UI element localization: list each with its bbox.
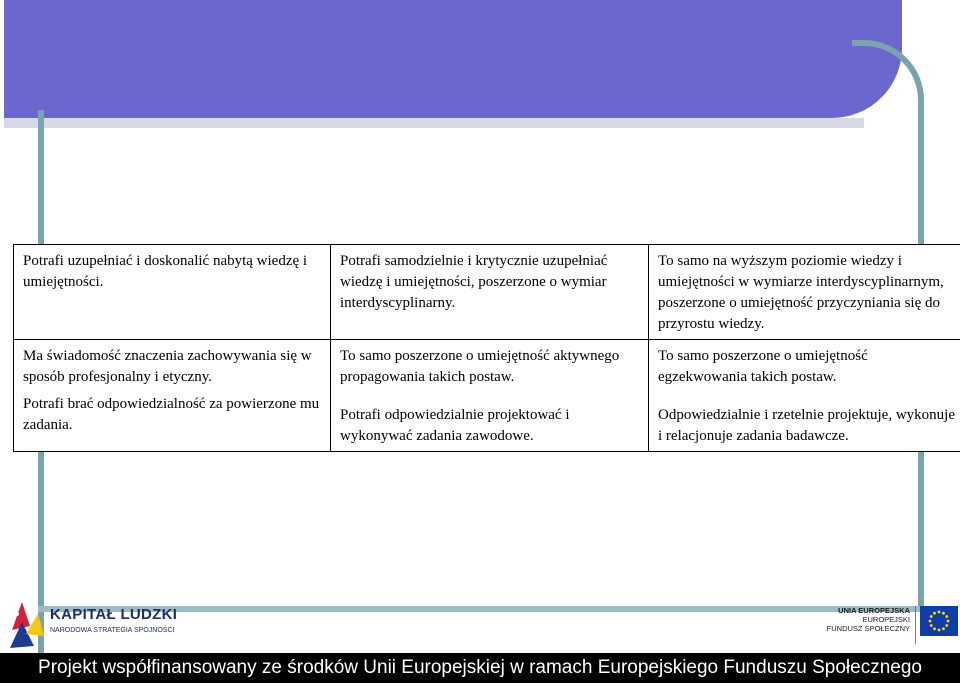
eu-flag-icon <box>920 606 958 636</box>
cell-text: To samo poszerzone o umiejętność aktywnego propagowania takich postaw. <box>340 348 620 385</box>
cell-text: Potrafi uzupełniać i doskonalić nabytą wiedzę i umiejętności. <box>23 253 308 290</box>
cell-text: Potrafi brać odpowiedzialność za powierzone mu zadania. <box>23 396 320 433</box>
table-cell <box>331 245 649 340</box>
kapital-ludzki-logo <box>8 600 178 650</box>
cell-text: To samo na wyższym poziomie wiedzy i umiejętności w wymiarze interdyscyplinarnym, poszerzone o umiejętność przyczyniania się do przyrostu wiedzy. <box>658 253 944 332</box>
cell-text: Potrafi odpowiedzialnie projektować i wykonywać zadania zawodowe. <box>340 407 570 444</box>
eu-fund-logo <box>820 602 960 650</box>
cell-text: Odpowiedzialnie i rzetelnie projektuje, wykonuje i relacjonuje zadania badawcze. <box>658 407 955 444</box>
eu-fund-text <box>820 606 910 633</box>
table-cell <box>649 245 960 340</box>
kapital-ludzki-subtitle: NARODOWA STRATEGIA SPÓJNOŚCI <box>50 627 175 634</box>
learning-outcomes-table <box>13 244 960 452</box>
table-cell <box>14 245 331 340</box>
cell-text: Ma świadomość znaczenia zachowywania się w sposób profesjonalny i etyczny. <box>23 348 312 385</box>
footer-caption: Projekt współfinansowany ze środków Unii Europejskiej w ramach Europejskiego Funduszu Społecznego <box>0 653 960 683</box>
banner-shadow <box>4 118 864 128</box>
kapital-ludzki-title: KAPITAŁ LUDZKI <box>50 606 178 623</box>
table-cell <box>649 340 960 452</box>
title-banner <box>4 0 902 118</box>
table-cell <box>14 340 331 452</box>
kapital-ludzki-emblem-icon <box>8 600 48 650</box>
eu-fund-line: FUNDUSZ SPOŁECZNY <box>826 624 910 633</box>
eu-name: UNIA EUROPEJSKA <box>838 606 910 615</box>
eu-logo-divider <box>915 606 916 644</box>
table-row <box>14 245 960 340</box>
cell-text: To samo poszerzone o umiejętność egzekwowania takich postaw. <box>658 348 868 385</box>
table-cell <box>331 340 649 452</box>
table-row <box>14 340 960 452</box>
eu-fund-line: EUROPEJSKI <box>862 615 910 624</box>
cell-text: Potrafi samodzielnie i krytycznie uzupełniać wiedzę i umiejętności, poszerzone o wymiar interdyscyplinarny. <box>340 253 608 311</box>
